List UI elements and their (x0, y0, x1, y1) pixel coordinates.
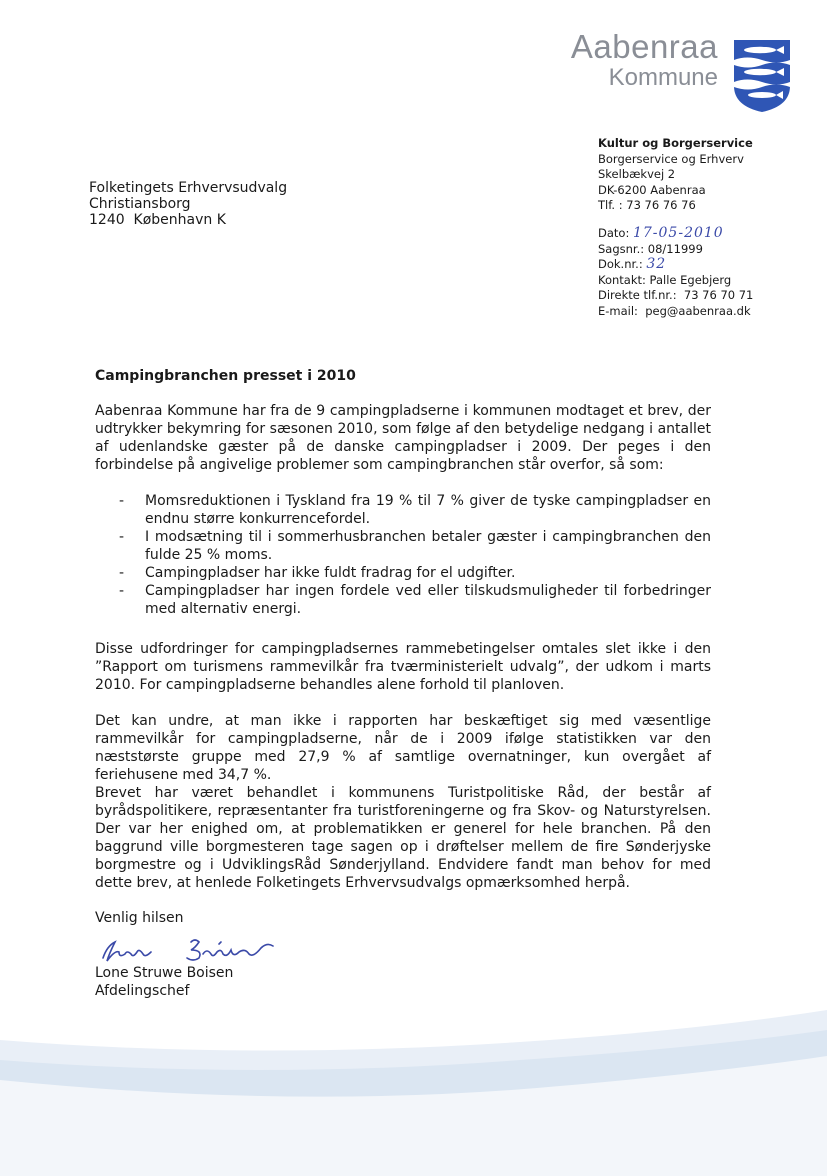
sender-line: DK-6200 Aabenraa (598, 182, 706, 197)
paragraph-report: Disse udfordringer for campingpladsernes rammebetingelser omtales slet ikke i den ”Rapport om turismens rammevilkår fra tværministerielt udvalg”, der udkom i marts 2010. For campingpladserne behandles alene forhold til planloven. (95, 641, 711, 693)
paragraph-statistics: Det kan undre, at man ikke i rapporten har beskæftiget sig med væsentlige rammevilkår for campingpladserne, når de i 2009 ifølge statistikken var den næststørste gruppe med 27,9 % af samtlige overnatninger, kun overgået af feriehusene med 34,7 %. (95, 713, 711, 783)
footer-wave-decoration (0, 1000, 827, 1176)
list-item: - Campingpladser har ikke fuldt fradrag for el udgifter. (95, 564, 711, 582)
bullet-list (95, 492, 711, 618)
list-item-text: Campingpladser har ingen fordele ved eller tilskudsmuligheder til forbedringer med alternativ energi. (145, 583, 711, 617)
sender-line: Borgerservice og Erhverv (598, 151, 744, 166)
recipient-line: 1240 København K (89, 212, 226, 228)
direct-phone: Direkte tlf.nr.: 73 76 70 71 (598, 288, 754, 302)
list-item: - Momsreduktionen i Tyskland fra 19 % til 7 % giver de tyske campingpladser en endnu større konkurrencefordel. (119, 493, 711, 527)
sender-department: Kultur og Borgerservice (598, 136, 753, 150)
list-item-text: I modsætning til i sommerhusbranchen betaler gæster i campingbranchen den fulde 25 % moms. (145, 529, 711, 563)
paragraph-intro: Aabenraa Kommune har fra de 9 campingpladserne i kommunen modtaget et brev, der udtrykker bekymring for sæsonen 2010, som følge af den betydelige nedgang i antallet af udenlandske gæster på de danske campingpladser i 2009. Der peges i den forbindelse på angivelige problemer som campingbranchen står overfor, så som: (95, 403, 711, 473)
list-item-text: Campingpladser har ikke fuldt fradrag for el udgifter. (145, 565, 516, 581)
recipient-block (89, 180, 287, 228)
doc-value: 32 (646, 256, 667, 272)
meta-block (598, 226, 753, 319)
paragraph-council: Brevet har været behandlet i kommunens Turistpolitiske Råd, der består af byrådspolitikere, repræsentanter fra turistforeningerne og fra Skov- og Naturstyrelsen. Der var her enighed om, at problematikken er generel for hele branchen. På den baggrund ville borgmesteren tage sagen op i drøftelser mellem de fire Sønderjyske borgmestre og i UdviklingsRåd Sønderjylland. Endvidere fandt man behov for med dette brev, at henlede Folketingets Erhvervsudvalgs opmærksomhed herpå. (95, 785, 711, 891)
contact: Kontakt: Palle Egebjerg (598, 272, 732, 287)
list-item-text: Momsreduktionen i Tyskland fra 19 % til 7 % giver de tyske campingpladser en endnu større konkurrencefordel. (145, 493, 711, 527)
recipient-line: Folketingets Erhvervsudvalg (89, 180, 288, 196)
logo-subtitle: Kommune (608, 64, 718, 91)
signer-block (95, 964, 233, 1000)
doc-label: Dok.nr.: (598, 257, 643, 271)
closing: Venlig hilsen (95, 910, 184, 926)
list-item: - Campingpladser har ingen fordele ved eller tilskudsmuligheder til forbedringer med alternativ energi. (119, 583, 711, 617)
signer-title: Afdelingschef (95, 983, 190, 999)
sender-line: Tlf. : 73 76 76 76 (598, 198, 696, 212)
signer-name: Lone Struwe Boisen (95, 965, 234, 981)
sender-block (598, 136, 753, 214)
case-label: Sagsnr.: (598, 241, 645, 256)
case-value: 08/11999 (647, 241, 703, 256)
date-label: Dato: (598, 226, 630, 240)
email: E-mail: peg@aabenraa.dk (598, 303, 751, 318)
sender-line: Skelbækvej 2 (598, 167, 676, 181)
letter-subject: Campingbranchen presset i 2010 (95, 368, 356, 384)
coat-of-arms-icon (732, 38, 792, 114)
date-value: 17-05-2010 (632, 225, 724, 241)
recipient-line: Christiansborg (89, 196, 191, 212)
list-item: - I modsætning til i sommerhusbranchen betaler gæster i campingbranchen den fulde 25 % moms. (119, 529, 711, 563)
logo-name: Aabenraa (570, 28, 718, 65)
